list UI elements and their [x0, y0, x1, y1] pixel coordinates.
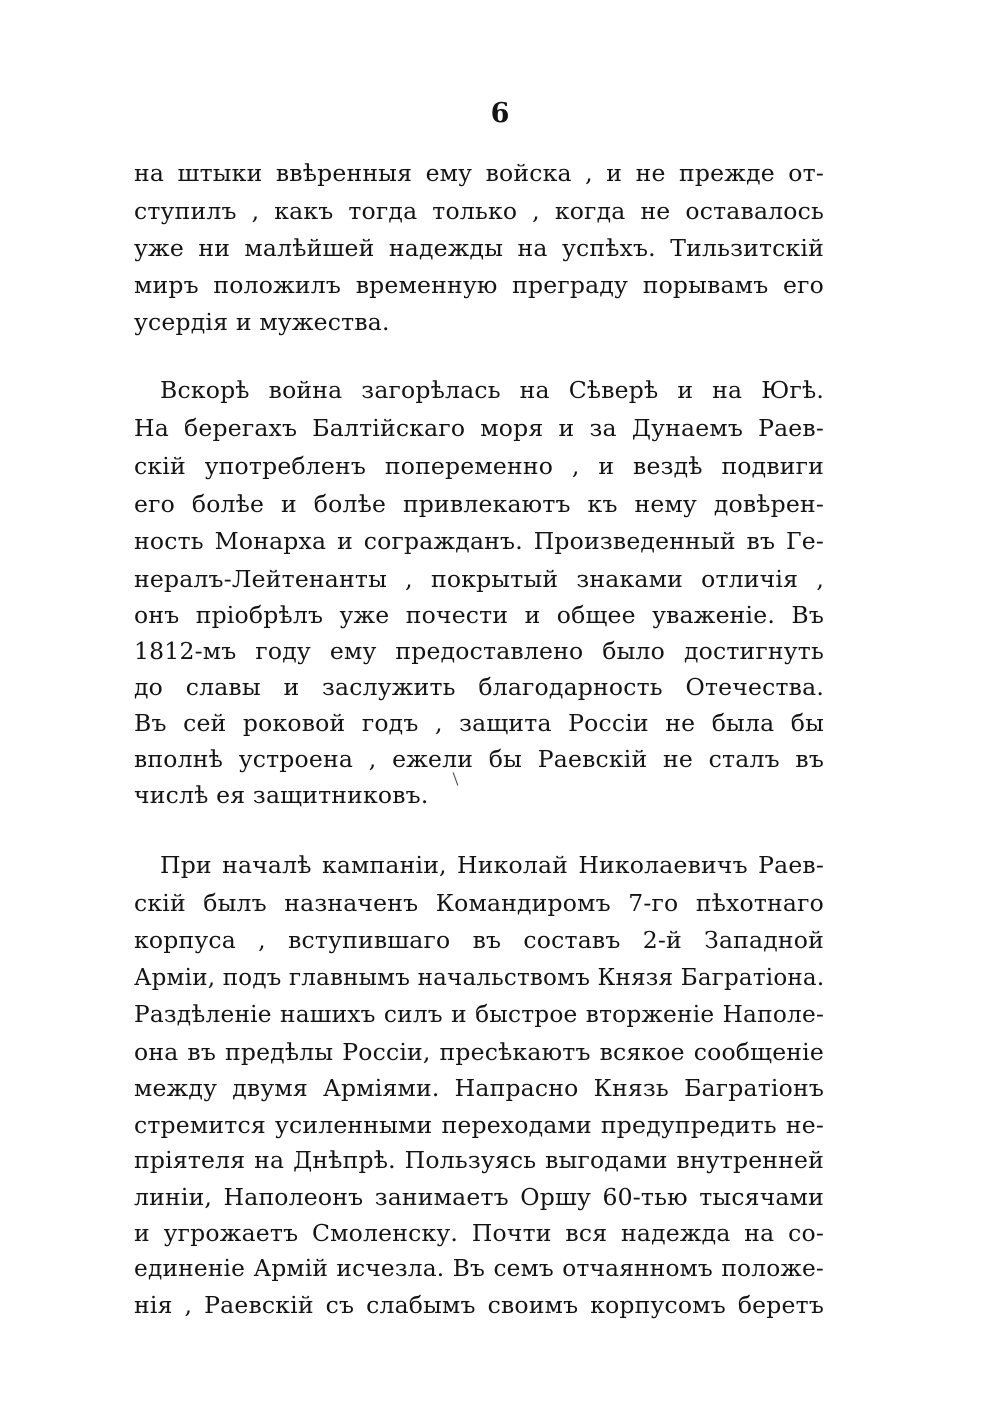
- text-line: скій употребленъ попеременно , и вездѣ подвиги: [134, 452, 824, 480]
- text-line: она въ предѣлы Россіи, пресѣкаютъ всякое сообщеніе: [134, 1038, 824, 1066]
- text-line: нія , Раевскій съ слабымъ своимъ корпусомъ беретъ: [134, 1291, 824, 1319]
- text-line: онъ пріобрѣлъ уже почести и общее уваженіе. Въ: [134, 601, 824, 629]
- text-line: На берегахъ Балтійскаго моря и за Дунаемъ Раев-: [134, 414, 824, 442]
- text-line: пріятеля на Днѣпрѣ. Пользуясь выгодами внутренней: [134, 1146, 824, 1174]
- text-line: Раздѣленіе нашихъ силъ и быстрое вторженіе Наполе-: [134, 1001, 824, 1028]
- text-line: числѣ ея защитниковъ.: [134, 781, 429, 809]
- text-line: вполнѣ устроена , ежели бы Раевскій не сталъ въ: [134, 745, 824, 773]
- text-line: ность Монарха и согражданъ. Произведенный въ Ге-: [134, 527, 824, 555]
- text-line: между двумя Арміями. Напрасно Князь Багратіонъ: [134, 1074, 824, 1102]
- text-line: скій былъ назначенъ Командиромъ 7-го пѣхотнаго: [134, 889, 824, 917]
- text-line: нералъ-Лейтенанты , покрытый знаками отличія ,: [134, 565, 824, 593]
- text-line: на штыки ввѣренныя ему войска , и не прежде от-: [134, 159, 824, 187]
- text-line: ступилъ , какъ тогда только , когда не оставалось: [134, 197, 824, 225]
- text-line: миръ положилъ временную преграду порывамъ его: [134, 271, 824, 299]
- text-line: Вскорѣ война загорѣлась на Сѣверѣ и на Югѣ.: [160, 376, 824, 404]
- text-line: и угрожаетъ Смоленску. Почти вся надежда на со-: [134, 1219, 824, 1247]
- text-line: Въ сей роковой годъ , защита Россіи не была бы: [134, 709, 824, 737]
- text-line: Арміи, подъ главнымъ начальствомъ Князя Багратіона.: [134, 965, 825, 991]
- text-line: 1812-мъ году ему предоставлено было достигнуть: [134, 637, 824, 665]
- text-line: корпуса , вступившаго въ составъ 2-й Западной: [134, 926, 824, 954]
- text-line: При началѣ кампаніи, Николай Николаевичъ Раев-: [160, 851, 824, 879]
- text-line: единеніе Армій исчезла. Въ семъ отчаянномъ положе-: [134, 1255, 824, 1282]
- text-line: усердія и мужества.: [134, 308, 390, 336]
- text-line: линіи, Наполеонъ занимаетъ Оршу 60-тью тысячами: [134, 1183, 824, 1211]
- text-line: стремится усиленными переходами предупредить не-: [134, 1111, 824, 1139]
- text-line: уже ни малѣйшей надежды на успѣхъ. Тильзитскій: [134, 234, 824, 262]
- text-line: его болѣе и болѣе привлекаютъ къ нему довѣрен-: [134, 490, 824, 518]
- page-number: 6: [490, 98, 510, 129]
- text-line: до славы и заслужить благодарность Отечества.: [134, 673, 824, 701]
